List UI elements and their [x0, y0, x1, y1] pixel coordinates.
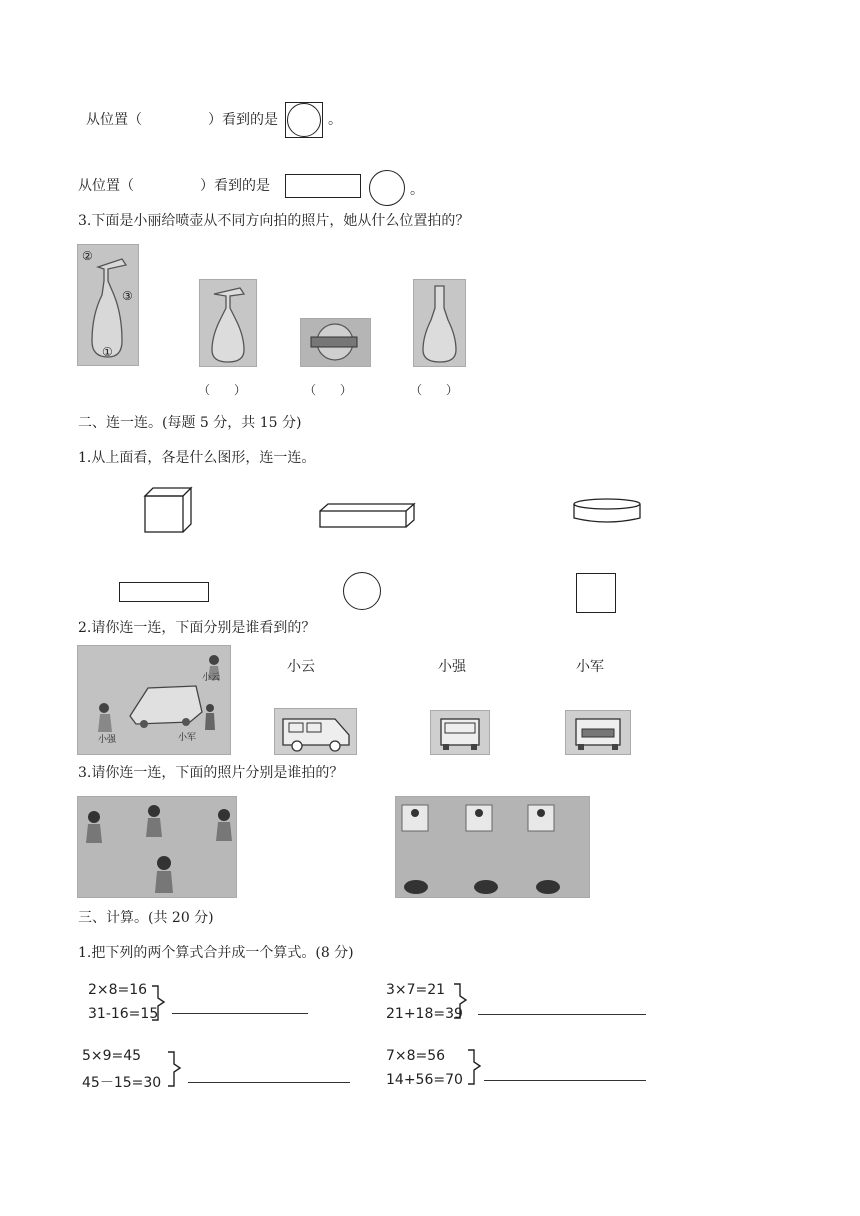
xiaojun-label: 小军: [178, 733, 197, 743]
view-line-2-end: 。: [410, 182, 424, 198]
equation-a: 7×8=56: [386, 1048, 446, 1064]
answer-line[interactable]: [188, 1082, 350, 1083]
section-3-question-1: 1.把下列的两个算式合并成一个算式。(8 分): [78, 945, 354, 961]
position-label-1: ①: [102, 345, 113, 359]
van-back-photo: [430, 710, 490, 755]
van-scene-photo: [77, 645, 231, 755]
equation-b: 21+18=39: [386, 1006, 463, 1022]
equation-b: 45－15=30: [82, 1075, 162, 1091]
equation-a: 3×7=21: [386, 982, 446, 998]
section-2-question-3: 3.请你连一连，下面的照片分别是谁拍的？: [78, 765, 344, 781]
equation-a: 2×8=16: [88, 982, 148, 998]
square-view-shape: [576, 573, 616, 613]
cuboid-shape: [320, 504, 414, 527]
children-positions-photo: [77, 796, 237, 898]
rectangle-shape: [285, 174, 361, 198]
name-xiaoqiang: 小强: [438, 659, 466, 675]
brace-icon: [166, 1050, 186, 1090]
section-2-question-2: 2.请你连一连，下面分别是谁看到的？: [78, 620, 316, 636]
inner-circle-shape: [287, 103, 321, 137]
spray-bottle-front-icon: [414, 280, 465, 366]
answer-blank-3[interactable]: （ ）: [410, 383, 459, 397]
view-line-2-prefix: 从位置（: [78, 178, 134, 194]
position-label-2: ②: [82, 249, 93, 263]
circle-view-shape: [343, 572, 381, 610]
bottle-top-photo: [300, 318, 371, 367]
section-3-title: 三、计算。(共 20 分): [78, 910, 214, 926]
van-side-photo: [274, 708, 357, 755]
bottle-front-photo: [413, 279, 466, 367]
equation-a: 5×9=45: [82, 1048, 142, 1064]
equation-b: 14+56=70: [386, 1072, 463, 1088]
bottle-side-photo: [199, 279, 257, 367]
reference-bottle-photo: [77, 244, 139, 366]
answer-line[interactable]: [484, 1080, 646, 1081]
cylinder-shape: [574, 499, 640, 522]
rectangle-view-shape: [119, 582, 209, 602]
children-illustration: [78, 797, 236, 897]
circle-shape: [369, 170, 405, 206]
view-line-1-prefix: 从位置（: [86, 112, 142, 128]
answer-line[interactable]: [172, 1013, 308, 1014]
position-label-3: ③: [122, 289, 133, 303]
spray-bottle-side-icon: [200, 280, 256, 366]
van-front-photo: [565, 710, 631, 755]
name-xiaoyun: 小云: [287, 659, 315, 675]
section-2-title: 二、连一连。(每题 5 分，共 15 分): [78, 415, 302, 431]
answer-line[interactable]: [478, 1014, 646, 1015]
brace-icon: [452, 982, 472, 1022]
answer-blank-1[interactable]: （ ）: [198, 383, 247, 397]
child-photos-illustration: [396, 797, 589, 897]
name-xiaojun: 小军: [576, 659, 604, 675]
xiaoyun-label: 小云: [202, 673, 221, 683]
van-side-icon: [275, 709, 356, 754]
answer-blank-2[interactable]: （ ）: [304, 383, 353, 397]
view-line-1-suffix: ）看到的是: [208, 112, 278, 128]
view-line-2-suffix: ）看到的是: [200, 178, 270, 194]
xiaoqiang-label: 小强: [98, 735, 117, 745]
brace-icon: [466, 1048, 486, 1088]
cube-shape: [145, 488, 191, 532]
view-line-1-end: 。: [328, 112, 342, 128]
spray-bottle-top-icon: [301, 319, 370, 366]
van-back-icon: [431, 711, 489, 754]
section-2-question-1: 1.从上面看，各是什么图形，连一连。: [78, 450, 316, 466]
child-photos-card: [395, 796, 590, 898]
circle-in-square-shape: [285, 102, 323, 138]
equation-b: 31-16=15: [88, 1006, 159, 1022]
van-front-icon: [566, 711, 630, 754]
question-3-title: 3.下面是小丽给喷壶从不同方向拍的照片，她从什么位置拍的？: [78, 213, 470, 229]
brace-icon: [150, 984, 170, 1024]
